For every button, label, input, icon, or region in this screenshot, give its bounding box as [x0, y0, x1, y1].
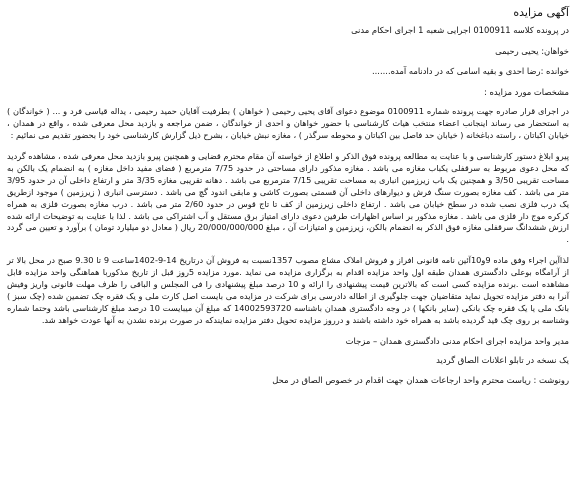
expert-report-paragraph: پیرو ابلاغ دستور کارشناسی و با عنایت به مطالعه پرونده فوق الذکر و اطلاع از خواسته آن مقام محترم قضایی و همچنین پیرو بازدید محل معرفی شده ، مشاهده گردید که محل دعوی مربوط به سرقفلی یکباب مغازه می باشد . مغازه مذکور دارای مساحتی در حدود 7/75 مترمربع ( فضای مفید داخل مغازه ) به انضمام یک بالکن به مساحت تقریبی 3/50 و همچنین یک باب زیرزمین انباری به مساحت تقریبی 7/15 مترمربع می باشد . دهانه تقریبی مغازه 3/35 متر و ارتفاع داخلی آن در حدود 3/95 متر می باشد . کف مغازه بصورت سنگ فرش و دیوارهای داخلی آن قسمتی بصورت کاشی و مابقی اندود گچ می باشد . دسترسی انباری ( زیرزمین ) موجود ازطریق یک درب فلزی نصب شده در سطح خیابان می باشد . ارتفاع داخلی زیرزمین از کف تا تاج قوس در حدود 2/60 متر می باشد . درب مغازه بصورت فلزی به همراه کرکره موج دار فلزی می باشد . مغازه مذکور بر اساس اظهارات طرفین دعوی دارای امتیاز برق مستقل و آب اشتراکی می باشد . لذا با عنایت به توضیحات ارائه شده ارزش ششدانگ سرقفلی مغازه فوق الذکر به انضمام بالکن، زیرزمین و امتیازات آن ، مبلغ 20/000/000/000 ریال ( معادل دو میلیارد تومان ) برآورد و تعیین می گردد . — [7, 151, 570, 245]
unit-manager-line: مدیر واحد مزایده اجرای احکام مدنی دادگستری همدان – مزجات — [345, 335, 569, 346]
auction-terms-paragraph: لذاآین اجراء وفق ماده 9و10آئین نامه قانونی افراز و فروش املاک مشاع مصوب 1357نسبت به فروش آن درتاریخ 14-9-1402ساعت 9 تا 9.30 صبح در محل بالا تر از آرامگاه بوعلی دادگستری همدان طبقه اول واحد مزایده اقدام به برگزاری مزایده می نماید .مورد مزایده 5روز قبل از تاریخ مذکوربا هماهنگی واحد مزایده قابل مشاهده است .برنده مزایده کسی است که بالاترین قیمت پیشنهادی را ارائه و 10 درصد مبلغ پیشنهادی را فی المجلس و الباقی را ظرف مهلت قانونی واریز وفیش آنرا به دفتر مزایده تحویل نماید متقاضیان جهت جلوگیری از اطاله دادرسی برای شرکت در مزایده می بایست اصل کارت ملی و یک فقره چک تضمین شده (چک سبز ) بانک ملی یا یک فقره چک بانکی (سایر بانکها ) در وجه دادگستری همدان باشناسه 14002593720 که مبلغ آن میبایست 10 درصد مبلغ کارشناسی باشد وحتما شماره وشناسه بر روی چک قید گردیده باشد به همراه خود داشته باشند و درروز مزایده تحویل دفتر مزایده نمایندکه در صورت برنده نشدن به آنها عودت خواهد شد. — [7, 255, 570, 325]
defendant-line: خوانده :رضا احدی و بقیه اسامی که در دادنامه آمده....... — [371, 66, 569, 77]
expert-intro-paragraph: در اجرای قرار صادره جهت پرونده شماره 0100911 موضوع دعوای آقای یحیی رحیمی ( خواهان ) بطرفیت آقایان حمید رحیمی ، یداله قیاسی فرد و ... ( خواندگان ) به استحضار می رساند اینجانب اعضاء منتخب هیات کارشناسی با حضور خواهان و احدی از خواندگان ، ضمن مراجعه و بازدید محل معرفی شده ، واقع در همدان ، خیابان اکباتان ، راسته دباغخانه ( خیابان حد فاصل بین اکباتان و محوطه سرگذر ) ، مغازه نبش خیابان ، بشرح ذیل گزارش کارشناسی خود را بحضور تقدیم می نمائیم : — [7, 106, 569, 141]
expert-intro-section — [7, 106, 569, 142]
case-number-line: در پرونده کلاسه 0100911 اجرایی شعبه 1 اجرای احکام مدنی — [351, 25, 569, 35]
expert-report-section — [7, 151, 569, 246]
plaintiff-line: خواهان: یحیی رحیمی — [495, 45, 569, 56]
copy-recipient-line: رونوشت : ریاست محترم واحد ارجاعات همدان جهت اقدام در خصوص الصاق در محل — [272, 375, 569, 386]
auction-terms-section — [7, 255, 569, 326]
posted-notice-line: یک نسخه در تابلو اعلانات الصاق گردید — [436, 355, 569, 366]
notice-title: آگهی مزایده — [513, 6, 569, 19]
property-heading: مشخصات مورد مزایده : — [483, 86, 569, 97]
